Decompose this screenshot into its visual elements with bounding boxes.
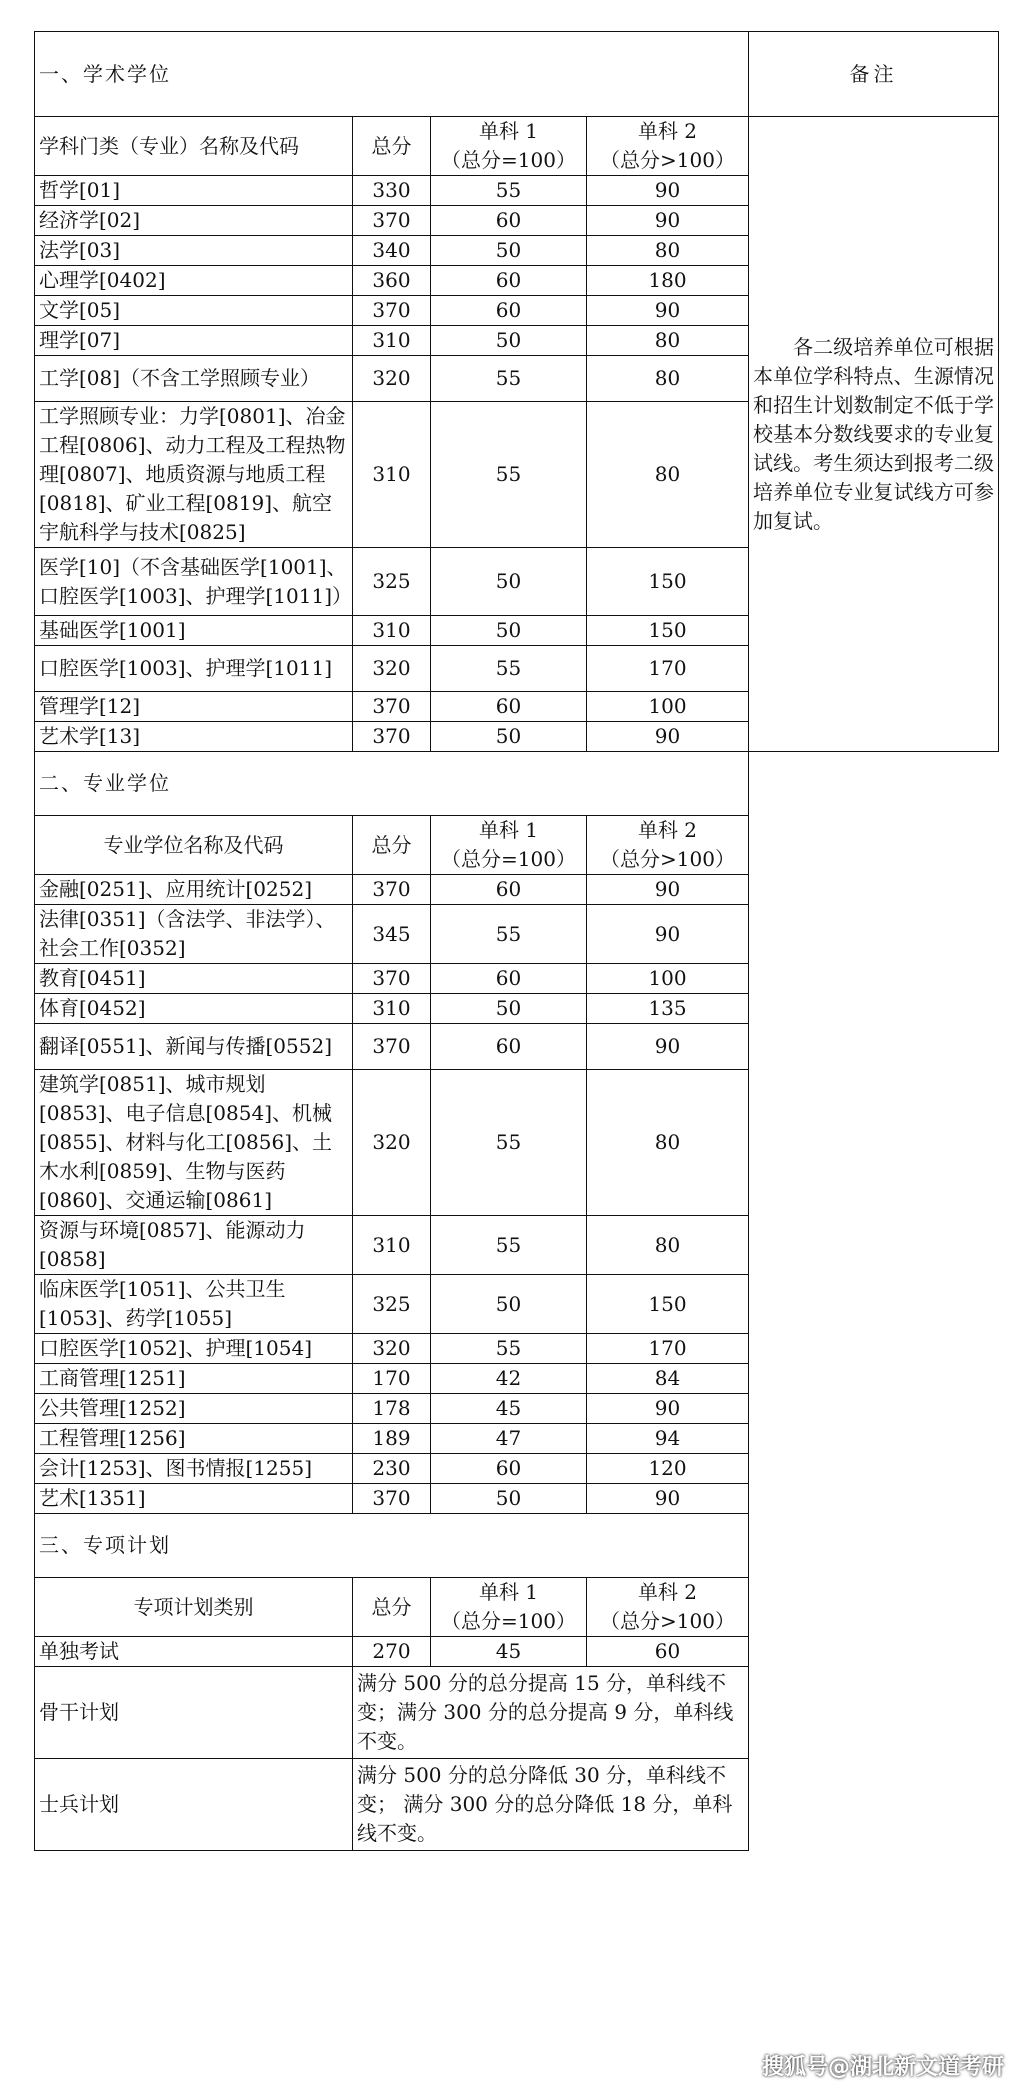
blank-cell [749, 816, 999, 875]
table-row [35, 964, 999, 994]
header-single1 [431, 816, 587, 875]
score-table [34, 31, 999, 1851]
table-row [35, 1667, 999, 1759]
row-single1: 55 [431, 1334, 587, 1364]
blank-cell [749, 1216, 999, 1275]
header-single2-line2: （总分>100） [600, 148, 735, 172]
row-name: 口腔医学[1052]、护理[1054] [35, 1334, 353, 1364]
row-total: 310 [353, 616, 431, 646]
table-row [35, 1484, 999, 1514]
row-name: 口腔医学[1003]、护理学[1011] [35, 646, 353, 692]
row-single2: 135 [587, 994, 749, 1024]
row-single1: 50 [431, 1484, 587, 1514]
table-row [35, 994, 999, 1024]
header-single1-line1: 单科 1 [478, 818, 539, 842]
blank-cell [749, 1394, 999, 1424]
row-name: 医学[10]（不含基础医学[1001]、口腔医学[1003]、护理学[1011]） [35, 548, 353, 616]
row-single2: 84 [587, 1364, 749, 1394]
row-name: 工商管理[1251] [35, 1364, 353, 1394]
header-single2-line1: 单科 2 [637, 119, 698, 143]
blank-cell [749, 1454, 999, 1484]
row-single2: 80 [587, 236, 749, 266]
row-name: 艺术学[13] [35, 722, 353, 752]
row-total: 320 [353, 646, 431, 692]
row-single2: 90 [587, 722, 749, 752]
table-row [35, 1454, 999, 1484]
row-single2: 90 [587, 1024, 749, 1070]
table-row [35, 1275, 999, 1334]
blank-cell [749, 1637, 999, 1667]
note-title: 备注 [749, 32, 999, 117]
row-total: 340 [353, 236, 431, 266]
row-total: 189 [353, 1424, 431, 1454]
row-single1: 55 [431, 1070, 587, 1216]
row-total: 270 [353, 1637, 431, 1667]
section-title-row [35, 1514, 999, 1578]
header-single2-line2: （总分>100） [600, 847, 735, 871]
row-single2: 80 [587, 356, 749, 402]
row-total: 320 [353, 1334, 431, 1364]
header-row [35, 816, 999, 875]
header-single1-line1: 单科 1 [478, 119, 539, 143]
header-single1 [431, 1578, 587, 1637]
table-row [35, 1424, 999, 1454]
table-row [35, 1394, 999, 1424]
row-single1: 60 [431, 964, 587, 994]
row-single1: 50 [431, 994, 587, 1024]
row-single1: 50 [431, 548, 587, 616]
row-name: 工学[08]（不含工学照顾专业） [35, 356, 353, 402]
row-total: 178 [353, 1394, 431, 1424]
header-single2 [587, 117, 749, 176]
row-single1: 55 [431, 905, 587, 964]
row-single1: 60 [431, 875, 587, 905]
row-name: 心理学[0402] [35, 266, 353, 296]
row-single2: 80 [587, 326, 749, 356]
blank-cell [749, 1667, 999, 1759]
row-single2: 90 [587, 296, 749, 326]
row-name: 骨干计划 [35, 1667, 353, 1759]
row-single2: 100 [587, 692, 749, 722]
blank-cell [749, 875, 999, 905]
row-total: 325 [353, 548, 431, 616]
header-name: 学科门类（专业）名称及代码 [35, 117, 353, 176]
note-text: 各二级培养单位可根据本单位学科特点、生源情况和招生计划数制定不低于学校基本分数线要求的专业复试线。考生须达到报考二级培养单位专业复试线方可参加复试。 [753, 334, 994, 533]
header-single1 [431, 117, 587, 176]
row-total: 360 [353, 266, 431, 296]
blank-cell [749, 964, 999, 994]
row-single1: 60 [431, 1024, 587, 1070]
header-single2 [587, 1578, 749, 1637]
row-name: 体育[0452] [35, 994, 353, 1024]
header-single2-line1: 单科 2 [637, 1580, 698, 1604]
row-name: 理学[07] [35, 326, 353, 356]
row-name: 资源与环境[0857]、能源动力[0858] [35, 1216, 353, 1275]
blank-cell [749, 1424, 999, 1454]
row-name: 经济学[02] [35, 206, 353, 236]
row-single2: 150 [587, 616, 749, 646]
blank-cell [749, 1275, 999, 1334]
row-single1: 42 [431, 1364, 587, 1394]
row-single2: 80 [587, 402, 749, 548]
row-single1: 45 [431, 1394, 587, 1424]
row-single2: 180 [587, 266, 749, 296]
row-name: 金融[0251]、应用统计[0252] [35, 875, 353, 905]
row-rule-text: 满分 500 分的总分提高 15 分，单科线不变；满分 300 分的总分提高 9 分，单科线不变。 [353, 1667, 749, 1759]
header-single1-line2: （总分=100） [441, 1609, 576, 1633]
row-single1: 60 [431, 1454, 587, 1484]
row-single2: 170 [587, 646, 749, 692]
table-row [35, 875, 999, 905]
row-total: 370 [353, 1024, 431, 1070]
section1-title: 一、学术学位 [35, 32, 749, 117]
row-single1: 55 [431, 1216, 587, 1275]
row-name: 翻译[0551]、新闻与传播[0552] [35, 1024, 353, 1070]
table-row [35, 1334, 999, 1364]
section-title-row [35, 752, 999, 816]
row-name: 建筑学[0851]、城市规划[0853]、电子信息[0854]、机械[0855]、材料与化工[0856]、土木水利[0859]、生物与医药[0860]、交通运输[0861] [35, 1070, 353, 1216]
section1-header-row [35, 117, 999, 176]
table-row [35, 1216, 999, 1275]
header-total: 总分 [353, 1578, 431, 1637]
row-total: 310 [353, 402, 431, 548]
header-single2-line1: 单科 2 [637, 818, 698, 842]
row-total: 370 [353, 1484, 431, 1514]
section1-title-row [35, 32, 999, 117]
header-total: 总分 [353, 816, 431, 875]
row-single1: 55 [431, 402, 587, 548]
row-name: 士兵计划 [35, 1759, 353, 1851]
watermark: 搜狐号@湖北新文道考研 [761, 2055, 1004, 2080]
row-single2: 170 [587, 1334, 749, 1364]
row-total: 330 [353, 176, 431, 206]
row-total: 345 [353, 905, 431, 964]
row-rule-text: 满分 500 分的总分降低 30 分，单科线不变； 满分 300 分的总分降低 18 分，单科线不变。 [353, 1759, 749, 1851]
row-name: 公共管理[1252] [35, 1394, 353, 1424]
row-single2: 90 [587, 176, 749, 206]
row-single1: 45 [431, 1637, 587, 1667]
header-row [35, 1578, 999, 1637]
blank-cell [749, 1578, 999, 1637]
row-single1: 60 [431, 266, 587, 296]
section-title: 三、专项计划 [35, 1514, 749, 1578]
row-name: 哲学[01] [35, 176, 353, 206]
row-single1: 50 [431, 722, 587, 752]
row-single1: 50 [431, 326, 587, 356]
row-single1: 50 [431, 616, 587, 646]
row-total: 320 [353, 356, 431, 402]
table-row [35, 1364, 999, 1394]
row-single1: 60 [431, 296, 587, 326]
table-row [35, 905, 999, 964]
row-single1: 50 [431, 1275, 587, 1334]
table-row [35, 1637, 999, 1667]
row-name: 临床医学[1051]、公共卫生[1053]、药学[1055] [35, 1275, 353, 1334]
row-total: 370 [353, 296, 431, 326]
row-single2: 80 [587, 1070, 749, 1216]
row-total: 325 [353, 1275, 431, 1334]
header-single2 [587, 816, 749, 875]
row-total: 170 [353, 1364, 431, 1394]
row-name: 法律[0351]（含法学、非法学）、社会工作[0352] [35, 905, 353, 964]
row-total: 370 [353, 692, 431, 722]
header-single2-line2: （总分>100） [600, 1609, 735, 1633]
row-single2: 90 [587, 206, 749, 236]
row-name: 文学[05] [35, 296, 353, 326]
row-single1: 55 [431, 646, 587, 692]
blank-cell [749, 905, 999, 964]
row-single2: 90 [587, 905, 749, 964]
row-total: 310 [353, 1216, 431, 1275]
row-name: 工程管理[1256] [35, 1424, 353, 1454]
row-name: 工学照顾专业：力学[0801]、冶金工程[0806]、动力工程及工程热物理[0807]、地质资源与地质工程 [0818]、矿业工程[0819]、航空宇航科学与技术[0825] [35, 402, 353, 548]
row-total: 320 [353, 1070, 431, 1216]
blank-cell [749, 1759, 999, 1851]
row-single1: 47 [431, 1424, 587, 1454]
blank-cell [749, 1070, 999, 1216]
row-single1: 55 [431, 356, 587, 402]
row-name: 基础医学[1001] [35, 616, 353, 646]
header-name: 专项计划类别 [35, 1578, 353, 1637]
note-body [749, 117, 999, 752]
blank-cell [749, 1514, 999, 1578]
row-single2: 150 [587, 548, 749, 616]
header-single1-line1: 单科 1 [478, 1580, 539, 1604]
row-single2: 150 [587, 1275, 749, 1334]
row-single1: 60 [431, 692, 587, 722]
section-title: 二、专业学位 [35, 752, 749, 816]
row-total: 370 [353, 964, 431, 994]
row-single2: 100 [587, 964, 749, 994]
row-single2: 90 [587, 1484, 749, 1514]
row-single2: 60 [587, 1637, 749, 1667]
table-row [35, 1070, 999, 1216]
row-name: 单独考试 [35, 1637, 353, 1667]
row-single2: 94 [587, 1424, 749, 1454]
row-total: 370 [353, 875, 431, 905]
blank-cell [749, 1484, 999, 1514]
row-single2: 120 [587, 1454, 749, 1484]
header-total: 总分 [353, 117, 431, 176]
row-total: 310 [353, 326, 431, 356]
row-single1: 60 [431, 206, 587, 236]
row-total: 370 [353, 206, 431, 236]
row-total: 230 [353, 1454, 431, 1484]
row-name: 法学[03] [35, 236, 353, 266]
blank-cell [749, 752, 999, 816]
score-table-body [35, 32, 999, 1851]
row-single1: 55 [431, 176, 587, 206]
row-single2: 90 [587, 1394, 749, 1424]
header-name: 专业学位名称及代码 [35, 816, 353, 875]
table-row [35, 1759, 999, 1851]
row-total: 310 [353, 994, 431, 1024]
blank-cell [749, 1024, 999, 1070]
row-total: 370 [353, 722, 431, 752]
header-single1-line2: （总分=100） [441, 847, 576, 871]
table-row [35, 1024, 999, 1070]
row-single1: 50 [431, 236, 587, 266]
row-single2: 90 [587, 875, 749, 905]
row-name: 艺术[1351] [35, 1484, 353, 1514]
blank-cell [749, 1334, 999, 1364]
row-name: 会计[1253]、图书情报[1255] [35, 1454, 353, 1484]
row-name: 管理学[12] [35, 692, 353, 722]
header-single1-line2: （总分=100） [441, 148, 576, 172]
row-name: 教育[0451] [35, 964, 353, 994]
blank-cell [749, 994, 999, 1024]
blank-cell [749, 1364, 999, 1394]
row-single2: 80 [587, 1216, 749, 1275]
